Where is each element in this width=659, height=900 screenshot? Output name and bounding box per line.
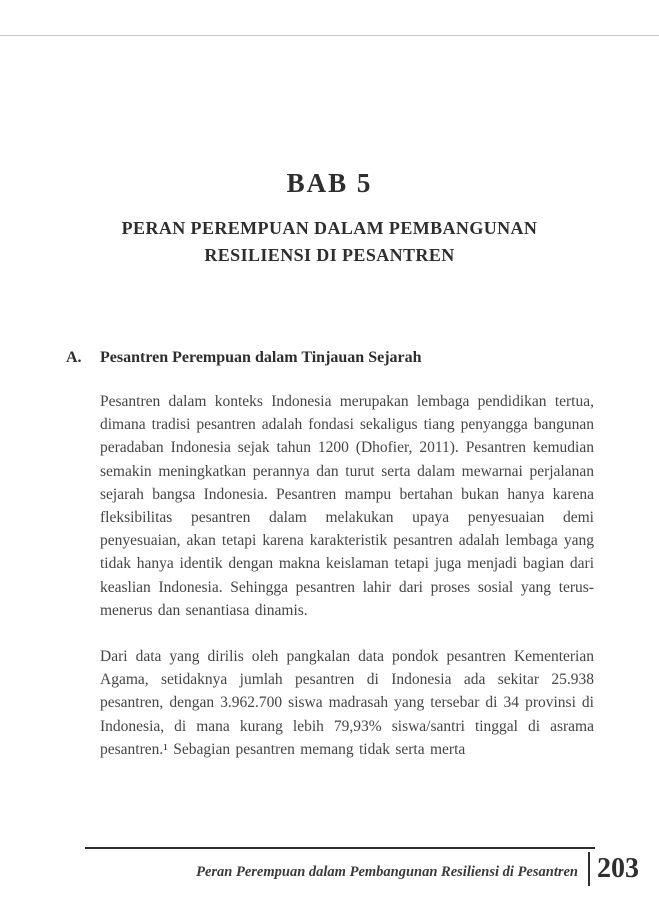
running-title: Peran Perempuan dalam Pembangunan Resiliensi di Pesantren	[196, 863, 578, 880]
page-footer	[0, 847, 659, 886]
chapter-label: BAB 5	[286, 168, 373, 198]
section-letter: A.	[66, 349, 82, 366]
body-text	[100, 390, 594, 761]
section-title: Pesantren Perempuan dalam Tinjauan Sejarah	[100, 349, 422, 366]
chapter-header	[0, 0, 659, 269]
chapter-title	[0, 215, 659, 269]
chapter-title-line-1: PERAN PEREMPUAN DALAM PEMBANGUNAN	[121, 218, 538, 238]
chapter-title-line-2: RESILIENSI DI PESANTREN	[204, 245, 455, 265]
paragraph-1: Pesantren dalam konteks Indonesia merupakan lembaga pendidikan tertua, dimana tradisi pesantren adalah fondasi sekaligus tiang penyangga bangunan peradaban Indonesia sejak tahun 1200 (Dhofier, 2011). Pesantren kemudian semakin meningkatkan perannya dan turut serta dalam mewarnai perjalanan sejarah bangsa Indonesia. Pesantren mampu bertahan bukan hanya karena fleksibilitas pesantren dalam melakukan upaya penyesuaian demi penyesuaian, akan tetapi karena karakteristik pesantren adalah lembaga yang tidak hanya identik dengan makna keislaman tetapi juga menjadi bagian dari keaslian Indonesia. Sehingga pesantren lahir dari proses sosial yang terus-menerus dan senantiasa dinamis.	[100, 393, 594, 619]
top-rule	[0, 35, 659, 36]
page-number: 203	[597, 853, 639, 884]
footer-row	[0, 847, 659, 886]
section-heading	[66, 349, 595, 367]
paragraph-2: Dari data yang dirilis oleh pangkalan data pondok pesantren Kementerian Agama, setidaknya jumlah pesantren di Indonesia ada sekitar 25.938 pesantren, dengan 3.962.700 siswa madrasah yang tersebar di 34 provinsi di Indonesia, di mana kurang lebih 79,93% siswa/santri tinggal di asrama pesantren.¹ Sebagian pesantren memang tidak serta merta	[100, 648, 594, 758]
footer-rule	[85, 847, 595, 849]
